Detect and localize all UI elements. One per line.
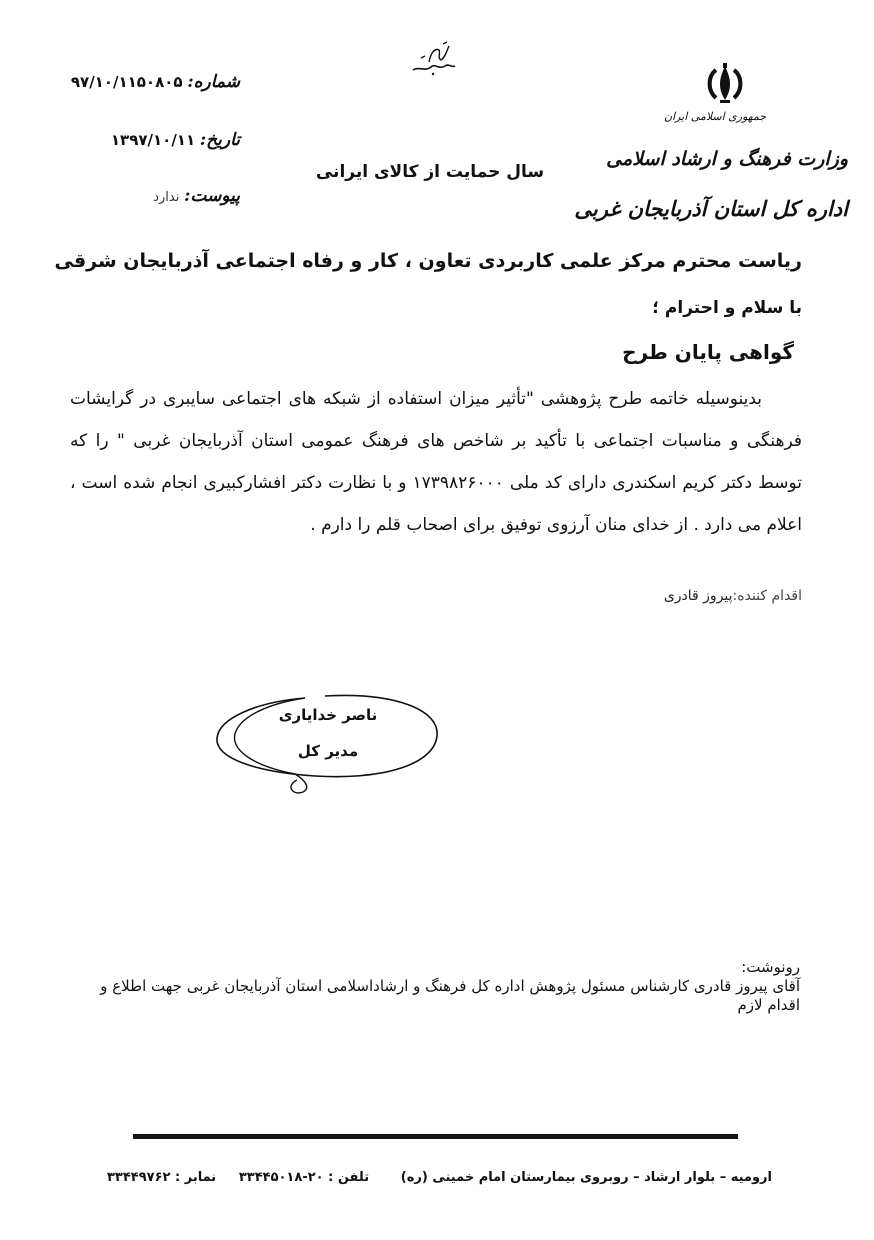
letter-number-value: ۹۷/۱۰/۱۱۵۰۸۰۵ (70, 73, 183, 91)
emblem-caption: جمهوری اسلامی ایران (663, 110, 766, 123)
signatory-name: ناصر خدایاری (278, 706, 378, 724)
letter-date-label: تاریخ: (199, 130, 240, 150)
iran-emblem-icon (700, 62, 750, 104)
department-name: اداره کل استان آذربایجان غربی (574, 196, 848, 221)
footer-phone-value: ۲۰-۳۳۴۴۵۰۱۸ (238, 1170, 324, 1185)
letter-number (70, 72, 240, 92)
cc-text: آقای پیروز قادری کارشناس مسئول پژوهش اداره کل فرهنگ و ارشاداسلامی استان آذربایجان غربی جهت اطلاع و اقدام لازم (100, 977, 800, 1014)
letter-body (70, 378, 802, 546)
prepared-by-label: اقدام کننده: (732, 588, 802, 604)
letter-date (70, 130, 240, 150)
greeting: با سلام و احترام ؛ (652, 298, 802, 318)
document-title: گواهی پایان طرح (622, 340, 794, 364)
bismillah-calligraphy (385, 40, 475, 80)
letter-number-label: شماره: (187, 72, 240, 92)
prepared-by-value: پیروز قادری (663, 588, 733, 604)
signatory-role: مدیر کل (297, 742, 359, 760)
letter-attachment-value: ندارد (153, 190, 180, 205)
footer-address: ارومیه – بلوار ارشاد – روبروی بیمارستان امام خمینی (ره) (400, 1170, 772, 1185)
footer-fax-value: ۳۳۴۴۹۷۶۲ (107, 1170, 171, 1185)
letter-date-value: ۱۳۹۷/۱۰/۱۱ (110, 131, 196, 149)
letter-attachment (70, 186, 240, 206)
prepared-by (664, 588, 802, 604)
footer-phone-label: تلفن : (328, 1170, 370, 1185)
letter-body-text: بدینوسیله خاتمه طرح پژوهشی "تأثیر میزان استفاده از شبکه های اجتماعی سایبری در گرایشات فرهنگی و مناسبات اجتماعی با تأکید بر شاخص های فرهنگ عمومی استان آذربایجان غربی " را که توسط دکتر کریم اسکندری دارای کد ملی ۱۷۳۹۸۲۶۰۰۰ و با نظارت دکتر افشارکبیری انجام شده است ، اعلام می دارد . از خدای منان آرزوی توفیق برای اصحاب قلم را دارم . (70, 389, 803, 535)
cc-label: رونوشت: (741, 958, 800, 976)
addressee: ریاست محترم مرکز علمی کاربردی تعاون ، کار و رفاه اجتماعی آذربایجان شرقی (54, 250, 802, 272)
footer-divider (133, 1134, 738, 1139)
carbon-copy (70, 958, 800, 1015)
ministry-name: وزارت فرهنگ و ارشاد اسلامی (606, 148, 848, 170)
footer-fax-label: نمابر : (175, 1170, 217, 1185)
letter-attachment-label: پیوست: (184, 186, 240, 206)
footer-contact (100, 1170, 772, 1185)
year-slogan: سال حمایت از کالای ایرانی (315, 162, 545, 182)
